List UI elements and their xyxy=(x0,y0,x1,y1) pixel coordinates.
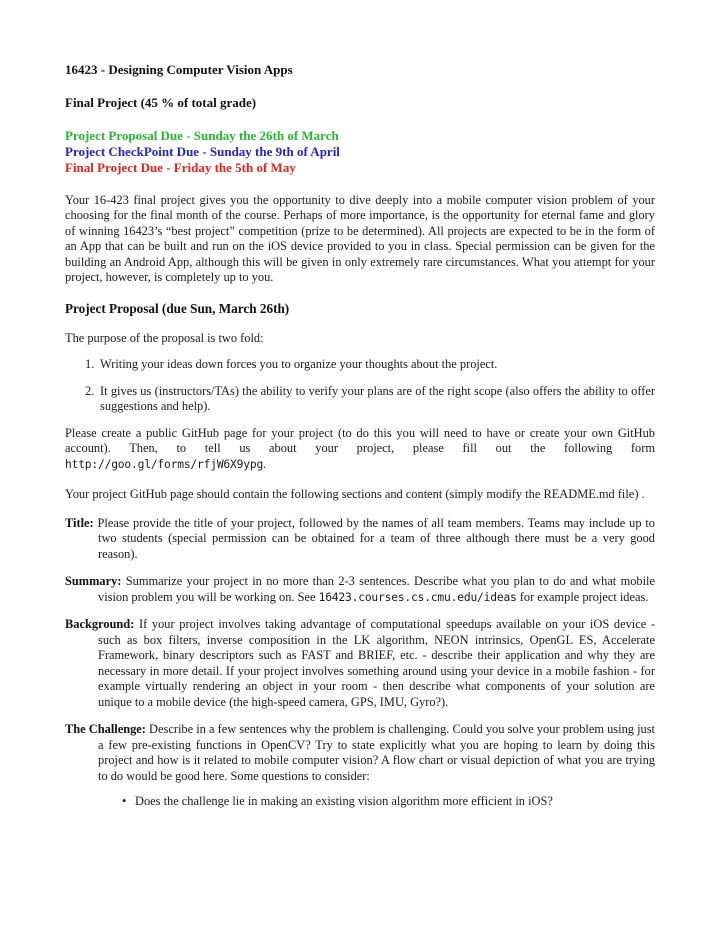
numbered-item-1 xyxy=(65,357,655,373)
item-number: 1. xyxy=(85,357,95,372)
def-challenge xyxy=(65,722,655,784)
def-title xyxy=(65,516,655,563)
def-title-text: Please provide the title of your project, followed by the names of all team members. Teams may include up to two students (special permission can be obtained for a team of three although there must be a very good reason). xyxy=(97,515,655,561)
due-dates-block xyxy=(65,128,655,177)
ideas-url-link[interactable]: 16423.courses.cs.cmu.edu/ideas xyxy=(318,590,517,604)
section-heading-proposal: Project Proposal (due Sun, March 26th) xyxy=(65,300,290,316)
def-challenge-text: Describe in a few sentences why the problem is challenging. Could you solve your problem using just a few pre-existing functions in OpenCV? Try to state explicitly what you are hoping to learn by doing this project and how is it related to mobile computer vision? A flow chart or visual depiction of what you are trying to do would be good here. Some questions to consider: xyxy=(98,722,655,783)
def-summary xyxy=(65,574,655,605)
due-date-checkpoint: Project CheckPoint Due - Sunday the 9th of April xyxy=(65,144,340,160)
def-summary-text-end: for example project ideas. xyxy=(516,589,649,604)
bullet-icon: • xyxy=(122,794,127,809)
github-form-text-end: . xyxy=(263,456,267,471)
due-date-proposal: Project Proposal Due - Sunday the 26th of March xyxy=(65,128,339,143)
intro-paragraph: Your 16-423 final project gives you the opportunity to dive deeply into a mobile computer vision problem of your choosing for the final month of the course. Perhaps of more importance, is the opportunity for eternal fame and glory of winning 16423’s “best project” competition (prize to be determined). All projects are expected to be in the form of an App that can be built and run on the iOS device provided to you in class. Special permission can be given for the building an Android App, although this will be given in only extremely rare circumstances. What you attempt for your project, however, is completely up to you. xyxy=(65,192,655,285)
course-title: 16423 - Designing Computer Vision Apps xyxy=(65,62,293,77)
item-text: It gives us (instructors/TAs) the ability to verify your plans are of the right scope (also offers the ability to offer suggestions and help). xyxy=(100,383,655,414)
def-background-label: Background: xyxy=(65,617,135,632)
github-form-paragraph xyxy=(65,426,655,473)
def-challenge-label: The Challenge: xyxy=(65,722,146,737)
def-title-label: Title: xyxy=(65,515,94,530)
readme-paragraph: Your project GitHub page should contain the following sections and content (simply modify the README.md file) . xyxy=(65,487,645,502)
grade-line: Final Project (45 % of total grade) xyxy=(65,95,257,110)
github-form-text: Please create a public GitHub page for your project (to do this you will need to have or create your own GitHub account). Then, to tell us about your project, please fill out the following form xyxy=(65,425,655,456)
item-text: Writing your ideas down forces you to organize your thoughts about the project. xyxy=(100,357,498,372)
due-date-final: Final Project Due - Friday the 5th of May xyxy=(65,160,296,176)
form-url-link[interactable]: http://goo.gl/forms/rfjW6X9ypg xyxy=(65,457,264,471)
purpose-line: The purpose of the proposal is two fold: xyxy=(65,330,264,345)
def-background-text: If your project involves taking advantage of computational speedups available on your iOS device - such as box filters, inverse composition in the LK algorithm, NEON intrinsics, OpenGL ES, Accelerate Framework, binary descriptors such as FAST and BRIEF, etc. - describe their application and why they are necessary in more detail. If your project involves something around using your device in a mobile fashion - for example virtually rendering an object in your room - then describe what components of your solution are unique to a mobile device (the high-speed camera, GPS, IMU, Gyro?). xyxy=(98,617,655,709)
def-background xyxy=(65,617,655,710)
bullet-item xyxy=(122,794,655,810)
item-number: 2. xyxy=(85,383,95,398)
def-summary-text: Summarize your project in no more than 2-3 sentences. Describe what you plan to do and what mobile vision problem you will be working on. See xyxy=(98,574,655,604)
numbered-item-2 xyxy=(65,384,655,415)
def-summary-label: Summary: xyxy=(65,574,122,589)
bullet-text: Does the challenge lie in making an existing vision algorithm more efficient in iOS? xyxy=(135,794,553,809)
